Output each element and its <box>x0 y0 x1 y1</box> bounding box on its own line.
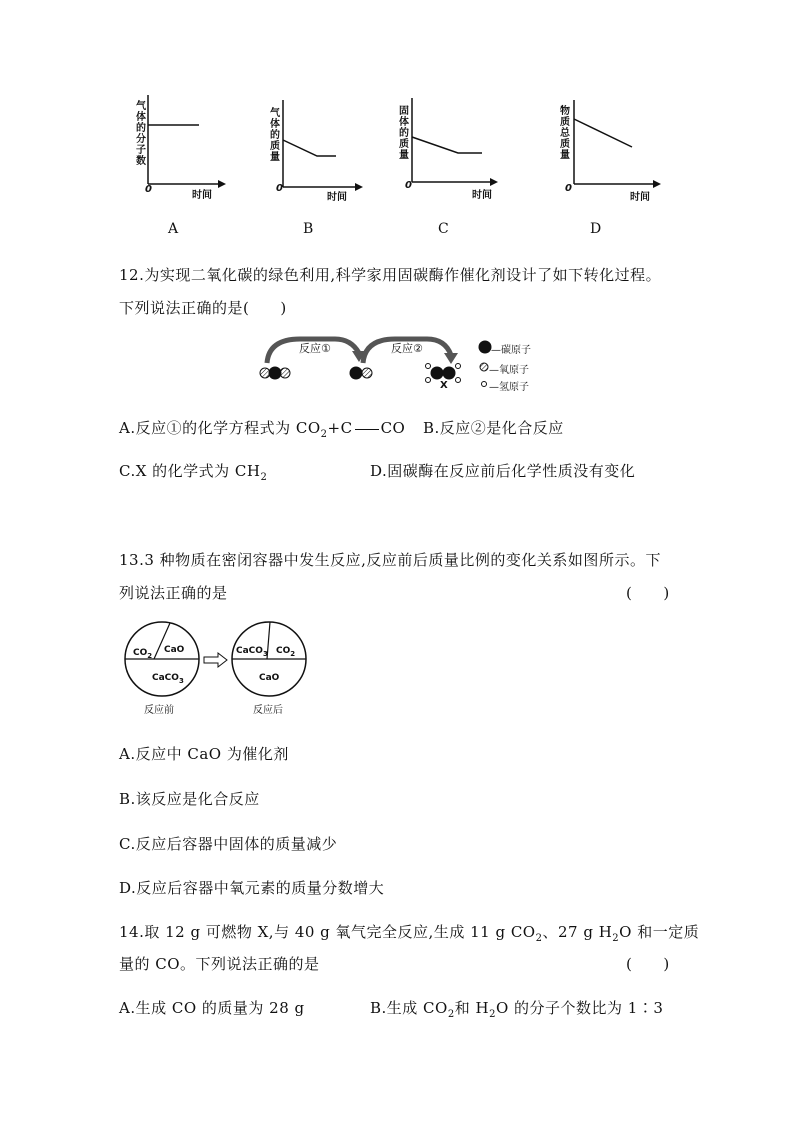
q14-option-b-b: 和 H <box>454 999 490 1017</box>
x-hydrogen-3 <box>456 364 461 369</box>
reaction-2-label: 反应② <box>391 342 423 355</box>
graph-d-ylabel: 物质总质量 <box>560 106 570 161</box>
graph-a-letter: A <box>168 221 179 237</box>
q14-stem-c: O 和一定质 <box>619 923 700 941</box>
q13-option-c: C.反应后容器中固体的质量减少 <box>119 835 338 853</box>
q14-option-a: A.生成 CO 的质量为 28 g <box>119 999 305 1017</box>
x-hydrogen-2 <box>426 378 431 383</box>
graph-d-letter: D <box>590 221 602 237</box>
graph-c-letter: C <box>438 221 449 237</box>
graph-b-letter: B <box>303 221 314 237</box>
graph-d-origin: 0 <box>565 183 572 194</box>
graph-d-xlabel: 时间 <box>630 192 650 203</box>
q13-option-a: A.反应中 CaO 为催化剂 <box>119 745 289 763</box>
q13-answer-paren: ( ) <box>626 584 670 602</box>
q12-option-c <box>119 460 267 483</box>
q14-stem-b: 、27 g H <box>542 923 613 941</box>
q12-stem-line2: 下列说法正确的是( ) <box>119 299 287 317</box>
graph-d-line <box>574 119 632 147</box>
pie-after-co2-text: CO <box>276 646 291 656</box>
graph-a-xlabel: 时间 <box>192 190 212 201</box>
pie-after-cao: CaO <box>259 673 280 683</box>
q14-stem-line1 <box>119 921 699 944</box>
q13-stem-line1: 13.3 种物质在密闭容器中发生反应,反应前后质量比例的变化关系如图所示。下 <box>119 551 661 569</box>
graph-d-plot <box>566 100 666 190</box>
pie-after-caco3-text: CaCO <box>236 646 263 656</box>
pie-transition-arrow <box>204 653 227 667</box>
pie-after-caco3-sub: 3 <box>262 649 268 658</box>
co-carbon <box>350 367 363 380</box>
q14-stem-sub2: 2 <box>612 933 620 944</box>
legend-hydrogen-label: —氢原子 <box>489 382 529 393</box>
q13-option-d: D.反应后容器中氧元素的质量分数增大 <box>119 879 385 897</box>
x-carbon-right <box>443 367 456 380</box>
q14-option-b-c: O 的分子个数比为 1∶3 <box>495 999 664 1017</box>
pie-after-caco3 <box>236 646 268 658</box>
pie-after-co2 <box>276 646 295 658</box>
q12-stem-line1: 12.为实现二氧化碳的绿色利用,科学家用固碳酶作催化剂设计了如下转化过程。 <box>119 266 662 284</box>
x-hydrogen-4 <box>456 378 461 383</box>
q12-option-a-sub: 2 <box>320 429 328 440</box>
q12-option-b: B.反应②是化合反应 <box>423 419 564 437</box>
q12-option-c-sub: 2 <box>260 472 268 483</box>
arrow-2-head <box>444 353 458 364</box>
graph-c-ylabel: 固体的质量 <box>399 106 409 161</box>
q12-option-c-text: C.X 的化学式为 CH <box>119 462 261 480</box>
pie-after-caption: 反应后 <box>253 705 283 716</box>
pie-before-caco3 <box>152 673 184 685</box>
q14-answer-paren: ( ) <box>626 955 670 973</box>
legend-carbon-swatch <box>479 341 492 354</box>
pie-before-caption: 反应前 <box>144 705 174 716</box>
graph-a-origin: 0 <box>145 184 152 195</box>
reaction-1-label: 反应① <box>299 342 331 355</box>
pie-before-co2 <box>133 648 152 660</box>
pie-before-caco3-sub: 3 <box>178 676 184 685</box>
pie-before-cao: CaO <box>164 645 185 655</box>
pie-after-co2-sub: 2 <box>290 649 296 658</box>
q12-option-a <box>119 417 405 440</box>
legend-hydrogen-swatch <box>482 382 487 387</box>
equals-bar <box>355 429 379 430</box>
co-oxygen <box>362 368 372 378</box>
q12-option-a-text: A.反应①的化学方程式为 CO <box>119 419 321 437</box>
legend-oxygen-label: —氧原子 <box>489 365 529 376</box>
legend-carbon-label: —碳原子 <box>491 345 531 356</box>
pie-before-caco3-text: CaCO <box>152 673 179 683</box>
graph-b-ylabel: 气体的质量 <box>270 108 280 163</box>
graph-b-origin: 0 <box>276 183 283 194</box>
graph-c-xlabel: 时间 <box>472 190 492 201</box>
graph-c-line <box>412 137 482 153</box>
legend-oxygen-swatch <box>480 363 488 371</box>
q14-option-b-sub1: 2 <box>447 1009 455 1020</box>
co2-oxygen-right <box>280 368 290 378</box>
q14-stem-a: 14.取 12 g 可燃物 X,与 40 g 氧气完全反应,生成 11 g CO <box>119 923 536 941</box>
q14-stem-line2: 量的 CO。下列说法正确的是 <box>119 955 320 973</box>
graph-a-ylabel: 气体的分子数 <box>136 101 146 167</box>
graph-c-plot <box>404 98 504 188</box>
graph-b-line <box>283 140 336 156</box>
x-molecule-label: X <box>440 380 448 391</box>
q13-option-b: B.该反应是化合反应 <box>119 790 260 808</box>
q13-stem-line2: 列说法正确的是 <box>119 584 228 602</box>
q14-option-b-sub2: 2 <box>489 1009 496 1020</box>
x-hydrogen-1 <box>426 364 431 369</box>
q13-pies <box>124 621 334 701</box>
q14-option-b-a: B.生成 CO <box>370 999 448 1017</box>
graph-a-plot <box>140 95 230 190</box>
x-carbon-left <box>431 367 444 380</box>
pie-before-co2-sub: 2 <box>147 651 153 660</box>
graph-b-xlabel: 时间 <box>327 192 347 203</box>
pie-before-co2-text: CO <box>133 648 148 658</box>
q12-option-a-mid: +C <box>327 419 353 437</box>
q14-option-b <box>370 997 663 1020</box>
q12-option-a-post: CO <box>380 419 406 437</box>
graph-c-origin: 0 <box>405 180 412 191</box>
q14-stem-sub1: 2 <box>535 933 543 944</box>
graph-b-plot <box>275 100 370 195</box>
q12-option-d: D.固碳酶在反应前后化学性质没有变化 <box>370 462 636 480</box>
